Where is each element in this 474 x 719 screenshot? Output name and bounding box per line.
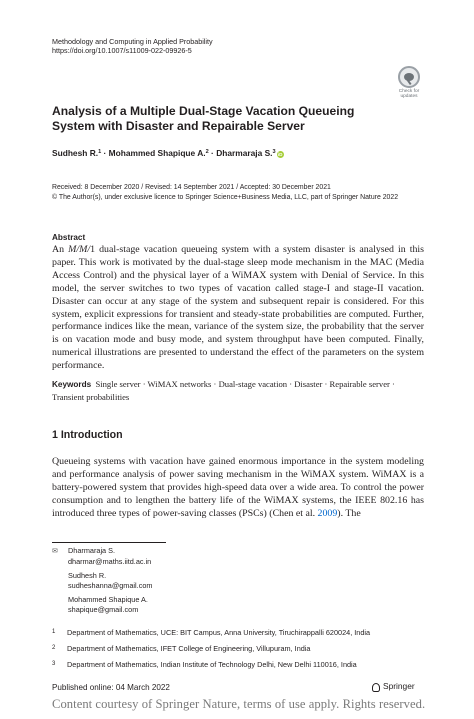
publisher-name: Springer xyxy=(383,681,415,691)
contact-email[interactable]: sudheshanna@gmail.com xyxy=(68,581,153,590)
author-list xyxy=(52,147,284,159)
footnote-rule xyxy=(52,542,166,543)
introduction-text xyxy=(52,456,424,521)
affiliation-text: Department of Mathematics, Indian Institute of Technology Delhi, New Delhi 110016, India xyxy=(67,660,357,669)
author-separator: · xyxy=(101,148,109,158)
affiliation-text: Department of Mathematics, IFET College of Engineering, Villupuram, India xyxy=(67,644,311,653)
author-affil-ref: 2 xyxy=(205,149,209,155)
author-separator: · xyxy=(208,148,217,158)
intro-paragraph: Queueing systems with vacation have gained enormous importance in the system modeling and performance analysis of power saving mechanism in the WiMAX system. WiMAX is a battery-powered system that provides high-speed data over a wide area. To control the power consumption and to lengthen the battery life of the WiMAX systems, the IEEE 802.16 has introduced three types of power-saving classes (PSCs) (Chen et al. xyxy=(52,456,424,519)
keywords xyxy=(52,378,424,403)
contact-entry xyxy=(52,546,152,567)
contact-email[interactable]: shapique@gmail.com xyxy=(68,605,139,614)
contact-name: Mohammed Shapique A. xyxy=(68,595,148,604)
journal-name: Methodology and Computing in Applied Probability xyxy=(52,37,213,46)
affiliation-number: 3 xyxy=(52,661,56,667)
badge-line1: Check for xyxy=(398,89,420,94)
abstract-heading: Abstract xyxy=(52,233,86,242)
contact-entry xyxy=(52,595,152,615)
affiliation-text: Department of Mathematics, UCE: BIT Campus, Anna University, Tiruchirappalli 620024, India xyxy=(67,628,371,637)
springer-horse-icon xyxy=(371,681,380,691)
article-dates: Received: 8 December 2020 / Revised: 14 September 2021 / Accepted: 30 December 2021 xyxy=(52,184,331,191)
affiliation xyxy=(52,627,424,638)
envelope-icon: ✉ xyxy=(52,548,58,555)
author-name[interactable]: Sudhesh R. xyxy=(52,148,99,158)
corresponding-contacts xyxy=(52,546,152,619)
section-heading: 1 Introduction xyxy=(52,429,123,441)
contact-name: Sudhesh R. xyxy=(68,571,107,580)
contact-email[interactable]: dharmar@maths.iitd.ac.in xyxy=(68,557,152,566)
published-date: Published online: 04 March 2022 xyxy=(52,683,170,692)
affiliation xyxy=(52,659,424,670)
affiliation-number: 2 xyxy=(52,645,56,651)
keywords-label: Keywords xyxy=(52,380,92,389)
courtesy-notice: Content courtesy of Springer Nature, terms of use apply. Rights reserved. xyxy=(52,697,426,711)
citation-link[interactable]: 2009 xyxy=(317,507,338,519)
journal-doi[interactable]: https://doi.org/10.1007/s11009-022-09926-5 xyxy=(52,46,192,56)
affiliation xyxy=(52,643,424,654)
queue-model: M/M/ xyxy=(68,244,91,255)
check-for-updates-badge[interactable] xyxy=(394,66,424,100)
contact-entry xyxy=(52,571,152,591)
orcid-icon[interactable]: iD xyxy=(277,152,283,157)
author-affil-ref: 3 xyxy=(272,149,276,155)
abstract-text-rest: 1 dual-stage vacation queueing system with a system disaster is analysed in this paper. This work is motivated by the dual-stage sleep mode mechanism in the MAC (Media Access Control) and the physical layer of a WiMAX system with Denial of Service. In this model, the server switches to two types of vacation called stage-I and stage-II vacation. Disaster can occur at any stage of the system and subsequent repair is considered. For this system, explicit expressions for transient and steady-state probabilities are computed. Further, performance indices like the mean, variance of the system size, the probability that the server is on vacation mode and busy mode, and system throughput have been computed. Finally, numerical illustrations are presented to understand the effect of the parameters on the system performance. xyxy=(52,244,424,372)
check-for-updates-icon xyxy=(398,66,420,88)
contact-name: Dharmaraja S. xyxy=(68,546,116,555)
copyright-line: © The Author(s), under exclusive licence to Springer Science+Business Media, LLC, part of Springer Nature 2022 xyxy=(52,194,399,201)
badge-line2: updates xyxy=(400,94,418,100)
abstract-text-start: An xyxy=(52,244,69,255)
intro-paragraph-end: ). The xyxy=(337,507,361,519)
publisher-logo[interactable] xyxy=(371,681,415,691)
article-history xyxy=(52,183,398,203)
author-affil-ref: 1 xyxy=(98,149,102,155)
affiliation-number: 1 xyxy=(52,629,56,635)
journal-header xyxy=(52,37,213,56)
keywords-text: Single server · WiMAX networks · Dual-stage vacation · Disaster · Repairable server · Transient probabilities xyxy=(52,379,395,402)
article-title: Analysis of a Multiple Dual-Stage Vacation Queueing System with Disaster and Repairable Server xyxy=(52,104,355,133)
abstract-text xyxy=(52,244,424,373)
author-name[interactable]: Mohammed Shapique A. xyxy=(108,148,206,158)
author-name[interactable]: Dharmaraja S. xyxy=(216,148,273,158)
